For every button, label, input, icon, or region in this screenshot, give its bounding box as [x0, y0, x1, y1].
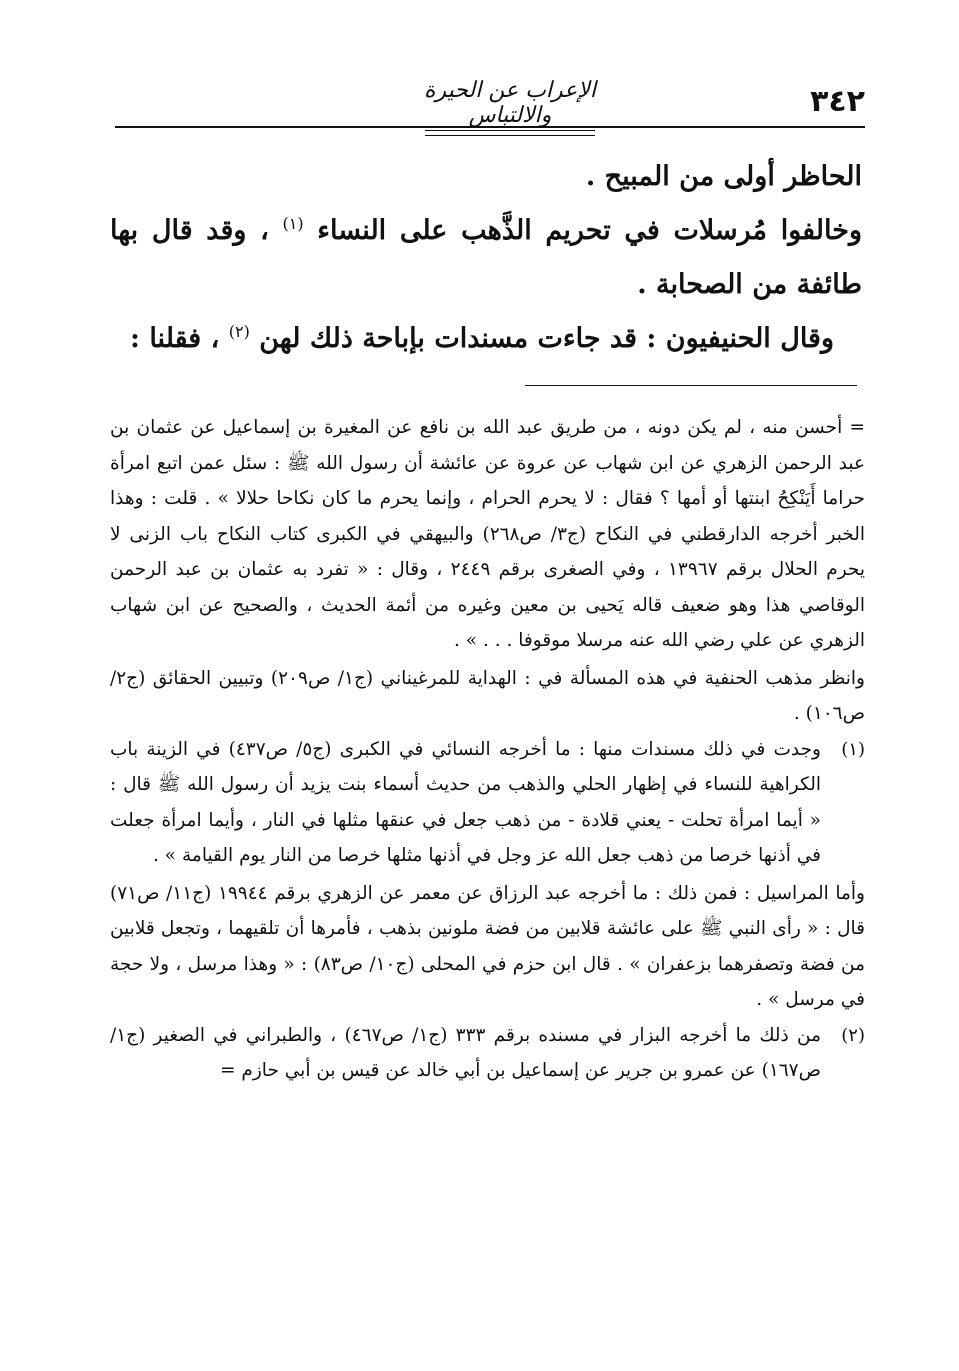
main-paragraph-text: وقال الحنيفيون : قد جاءت مسندات بإباحة ذلك لهن: [259, 323, 834, 354]
main-paragraph: [110, 204, 862, 312]
footnote-ref-2[interactable]: (٢): [228, 322, 250, 341]
page-number: ٣٤٢: [810, 84, 865, 119]
page-header: [115, 74, 865, 128]
main-paragraph-text: ، فقلنا :: [129, 323, 220, 354]
footnotes-section: [110, 410, 865, 1089]
footnote-2: [110, 1018, 865, 1089]
main-paragraph: [110, 312, 862, 366]
book-title-calligraphy: [405, 78, 615, 136]
main-paragraph-text: ، وقد قال بها طائفة من الصحابة .: [110, 215, 862, 300]
book-title-text: الإعراب عن الحيرة والالتباس: [424, 78, 596, 128]
main-paragraph-text: وخالفوا مُرسلات في تحريم الذَّهب على النساء: [317, 215, 862, 246]
title-ornament: [425, 130, 595, 136]
footnote-text: من ذلك ما أخرجه البزار في مسنده برقم ٣٣٣ (ج١/ ص٤٦٧) ، والطبراني في الصغير (ج١/ ص١٦٧) عن عمرو بن جرير عن إسماعيل بن أبي خالد عن قيس بن أبي حازم =: [110, 1024, 821, 1081]
footnote-ref-1[interactable]: (١): [282, 214, 304, 233]
footnote-1: [110, 732, 865, 874]
footnote-number: (١): [841, 738, 865, 760]
main-paragraph: [110, 150, 862, 204]
main-text: [110, 150, 862, 366]
footnote-text: وأما المراسيل : فمن ذلك : ما أخرجه عبد الرزاق عن معمر عن الزهري برقم ١٩٩٤٤ (ج١١/ ص٧١) قال : « رأى النبي ﷺ على عائشة قلابين من فضة ملونين بذهب ، فأمرها أن تلقيهما ، وتجعل قلابين من فضة وتصفرهما بزعفران » . قال ابن حزم في المحلى (ج١٠/ ص٨٣) : « وهذا مرسل ، ولا حجة في مرسل » .: [110, 882, 865, 1010]
footnote-separator: [525, 385, 857, 386]
footnote-continuation: وانظر مذهب الحنفية في هذه المسألة في : الهداية للمرغيناني (ج١/ ص٢٠٩) وتبيين الحقائق (ج٢/ ص١٠٦) .: [110, 667, 865, 724]
footnote-number: (٢): [841, 1024, 865, 1046]
footnote-continuation: = أحسن منه ، لم يكن دونه ، من طريق عبد الله بن نافع عن المغيرة بن إسماعيل عن عثمان بن عبد الرحمن الزهري عن ابن شهاب عن عروة عن عائشة أن رسول الله ﷺ : سئل عمن اتبع امرأة حراما أَيَنْكِحُ ابنتها أو أمها ؟ فقال : لا يحرم الحرام ، وإنما يحرم ما كان نكاحا حلالا » . قلت : وهذا الخبر أخرجه الدارقطني في النكاح (ج٣/ ص٢٦٨) والبيهقي في الكبرى كتاب النكاح باب الزنى لا يحرم الحلال برقم ١٣٩٦٧ ، وفي الصغرى برقم ٢٤٤٩ ، وقال : « تفرد به عثمان بن عبد الرحمن الوقاصي هذا وهو ضعيف قاله يَحيى بن معين وغيره من أئمة الحديث ، والصحيح عن ابن شهاب الزهري عن علي رضي الله عنه مرسلا موقوفا . . . » .: [110, 417, 865, 651]
main-paragraph-text: الحاظر أولى من المبيح .: [585, 161, 862, 192]
footnote-text: وجدت في ذلك مسندات منها : ما أخرجه النسائي في الكبرى (ج٥/ ص٤٣٧) في الزينة باب الكراهية للنساء في إظهار الحلي والذهب من حديث أسماء بنت يزيد أن رسول الله ﷺ قال : « أيما امرأة تحلت - يعني قلادة - من ذهب جعل في عنقها مثلها في النار ، وأيما امرأة جعلت في أذنها خرصا من ذهب جعل الله عز وجل في أذنها مثلها خرصا من النار يوم القيامة » .: [110, 738, 821, 866]
